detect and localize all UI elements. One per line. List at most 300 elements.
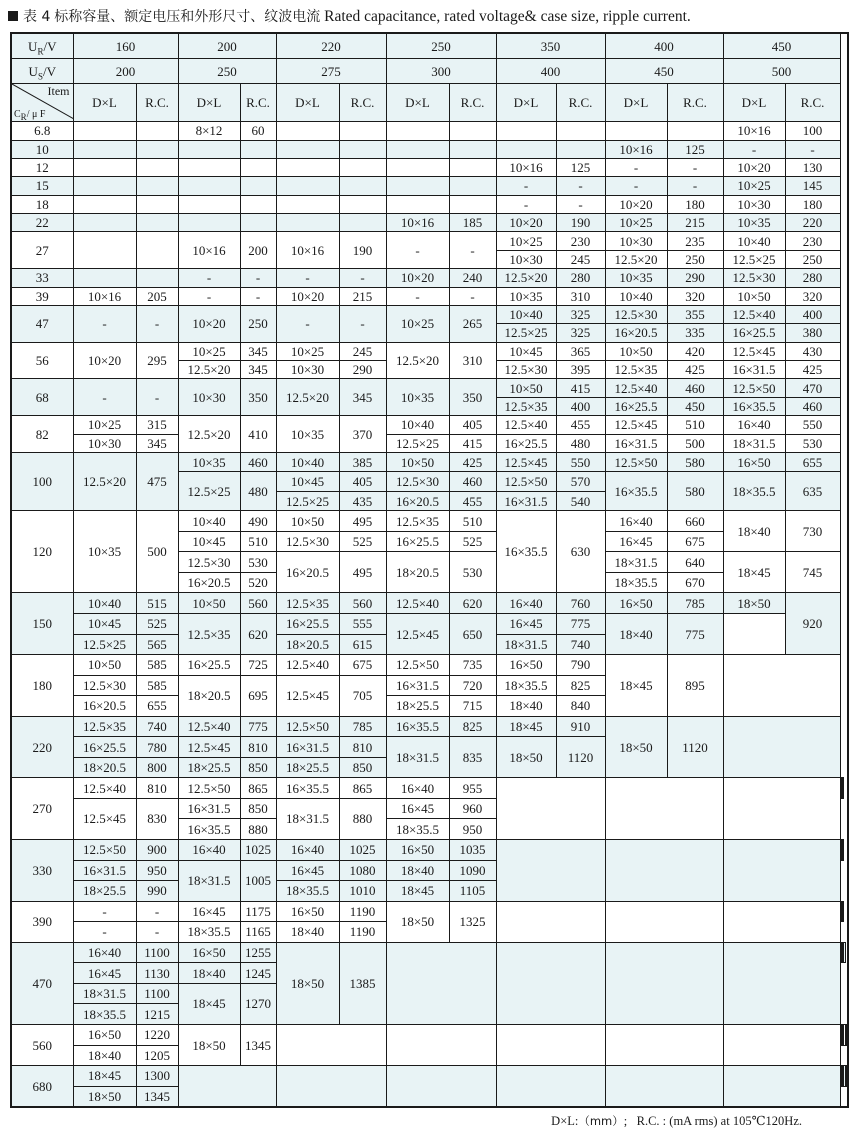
table-cell bbox=[449, 177, 496, 195]
table-cell: 10×25 bbox=[496, 232, 556, 250]
table-cell: - bbox=[136, 901, 178, 922]
caption-english: Rated capacitance, rated voltage& case size, ripple current. bbox=[324, 8, 691, 25]
table-cell: 840 bbox=[556, 696, 605, 717]
table-cell: 510 bbox=[240, 531, 276, 552]
table-cell: - bbox=[556, 177, 605, 195]
table-cell bbox=[723, 716, 840, 778]
table-cell: 10×20 bbox=[73, 342, 136, 379]
table-cell: 1035 bbox=[449, 840, 496, 861]
capacitance-cell: 39 bbox=[11, 287, 73, 305]
capacitance-cell: 12.5×20 bbox=[178, 361, 240, 379]
table-cell: 16×25.5 bbox=[276, 614, 339, 635]
dl-header: D×L bbox=[73, 84, 136, 122]
table-cell bbox=[73, 195, 136, 213]
surge-voltage: 275 bbox=[276, 59, 386, 84]
table-cell: 640 bbox=[667, 552, 723, 573]
table-cell bbox=[496, 901, 605, 942]
table-cell: 1300 bbox=[136, 1066, 178, 1087]
table-cell: 290 bbox=[339, 361, 386, 379]
table-cell: 460 bbox=[785, 397, 840, 415]
table-cell bbox=[386, 177, 449, 195]
table-cell: - bbox=[496, 195, 556, 213]
table-cell: 18×45 bbox=[605, 655, 667, 717]
table-cell bbox=[136, 214, 178, 232]
capacitance-cell: 470 bbox=[11, 942, 73, 1024]
capacitance-cell: 33 bbox=[11, 269, 73, 287]
table-cell: 405 bbox=[339, 472, 386, 491]
item-label: Item bbox=[47, 84, 70, 99]
table-cell bbox=[556, 140, 605, 158]
table-cell: 10×40 bbox=[178, 511, 240, 532]
table-cell bbox=[386, 158, 449, 176]
table-cell: 18×35.5 bbox=[723, 472, 785, 511]
table-row bbox=[11, 195, 848, 213]
table-cell: 230 bbox=[785, 232, 840, 250]
table-cell: 525 bbox=[136, 614, 178, 635]
table-cell: 18×45 bbox=[496, 716, 556, 737]
footnote: D×L:（mm）; R.C. : (mA rms) at 105℃120Hz. bbox=[551, 1114, 802, 1128]
table-cell: 480 bbox=[556, 434, 605, 452]
table-cell: 10×50 bbox=[496, 379, 556, 397]
table-cell: 400 bbox=[785, 305, 840, 323]
table-cell: 12.5×20 bbox=[496, 269, 556, 287]
table-cell: 10×40 bbox=[605, 287, 667, 305]
table-cell: 565 bbox=[136, 634, 178, 655]
table-cell: 18×31.5 bbox=[386, 737, 449, 778]
table-cell: 10×35 bbox=[386, 379, 449, 416]
table-cell: 810 bbox=[136, 778, 178, 799]
table-cell: 620 bbox=[240, 614, 276, 655]
table-row bbox=[11, 840, 848, 861]
table-cell: - bbox=[178, 269, 240, 287]
table-cell: 16×25.5 bbox=[723, 324, 785, 342]
table-cell: 16×25.5 bbox=[605, 397, 667, 415]
table-cell: 12.5×50 bbox=[276, 716, 339, 737]
table-cell: 990 bbox=[136, 881, 178, 902]
table-row bbox=[11, 614, 848, 635]
table-cell: - bbox=[667, 177, 723, 195]
table-cell: 12.5×20 bbox=[386, 342, 449, 379]
table-cell: 16×25.5 bbox=[496, 434, 556, 452]
table-cell: 10×16 bbox=[496, 158, 556, 176]
table-cell: 735 bbox=[449, 655, 496, 676]
table-cell: 18×35.5 bbox=[73, 1004, 136, 1025]
table-cell: 12.5×40 bbox=[276, 655, 339, 676]
table-cell: 18×45 bbox=[73, 1066, 136, 1087]
table-cell: 18×50 bbox=[73, 1086, 136, 1107]
capacitance-cell: 270 bbox=[11, 778, 73, 840]
table-cell: 1345 bbox=[136, 1086, 178, 1107]
table-cell: - bbox=[276, 269, 339, 287]
table-cell: 10×50 bbox=[386, 452, 449, 471]
table-cell: 10×25 bbox=[386, 305, 449, 342]
rc-header: R.C. bbox=[339, 84, 386, 122]
table-cell: 10×20 bbox=[605, 195, 667, 213]
table-cell: 12.5×45 bbox=[178, 737, 240, 758]
capacitance-cell: 12.5×30 bbox=[73, 675, 136, 696]
capacitance-cell: 68 bbox=[11, 379, 73, 416]
table-cell: 16×25.5 bbox=[178, 655, 240, 676]
table-cell: 12.5×50 bbox=[73, 840, 136, 861]
surge-voltage: 300 bbox=[386, 59, 496, 84]
table-cell: 520 bbox=[240, 572, 276, 593]
table-cell: 205 bbox=[136, 287, 178, 305]
table-cell: 18×20.5 bbox=[386, 552, 449, 593]
table-cell: 10×50 bbox=[605, 342, 667, 360]
table-cell: 10×40 bbox=[276, 452, 339, 471]
table-cell: 790 bbox=[556, 655, 605, 676]
surge-voltage: 500 bbox=[723, 59, 840, 84]
table-cell: 16×35.5 bbox=[178, 819, 240, 840]
rc-header: R.C. bbox=[136, 84, 178, 122]
table-cell: 525 bbox=[339, 531, 386, 552]
table-cell: 12.5×45 bbox=[386, 614, 449, 655]
table-cell: 10×35 bbox=[605, 269, 667, 287]
table-cell bbox=[276, 158, 339, 176]
table-cell bbox=[276, 140, 339, 158]
table-cell: 745 bbox=[785, 552, 840, 593]
table-cell: 18×35.5 bbox=[276, 881, 339, 902]
table-cell: 460 bbox=[667, 379, 723, 397]
table-cell bbox=[73, 232, 136, 269]
table-cell bbox=[276, 1024, 386, 1065]
table-cell bbox=[496, 1066, 605, 1107]
table-cell: 500 bbox=[667, 434, 723, 452]
table-cell: 10×35 bbox=[73, 511, 136, 593]
table-cell: 895 bbox=[667, 655, 723, 717]
table-cell bbox=[496, 1024, 605, 1065]
table-cell: 18×31.5 bbox=[723, 434, 785, 452]
rc-header: R.C. bbox=[785, 84, 840, 122]
table-cell bbox=[136, 158, 178, 176]
table-cell bbox=[276, 195, 339, 213]
table-cell: 245 bbox=[339, 342, 386, 360]
table-row bbox=[11, 232, 848, 250]
table-cell: 12.5×25 bbox=[73, 634, 136, 655]
table-cell: 18×25.5 bbox=[178, 757, 240, 778]
table-cell: - bbox=[449, 232, 496, 269]
table-cell: 10×20 bbox=[723, 158, 785, 176]
table-cell: 1220 bbox=[136, 1024, 178, 1045]
table-cell: 470 bbox=[785, 379, 840, 397]
table-cell: 570 bbox=[556, 472, 605, 491]
table-cell: 1215 bbox=[136, 1004, 178, 1025]
table-cell: 425 bbox=[785, 361, 840, 379]
table-cell bbox=[386, 1066, 496, 1107]
table-cell: 1165 bbox=[240, 922, 276, 943]
table-cell: 10×50 bbox=[723, 287, 785, 305]
table-cell: 130 bbox=[785, 158, 840, 176]
table-cell: 10×35 bbox=[276, 416, 339, 453]
table-cell: 12.5×35 bbox=[386, 511, 449, 532]
table-cell: 18×31.5 bbox=[496, 634, 556, 655]
table-cell: 16×20.5 bbox=[386, 491, 449, 510]
dl-header: D×L bbox=[605, 84, 667, 122]
table-cell: 420 bbox=[667, 342, 723, 360]
table-cell: 10×40 bbox=[73, 593, 136, 614]
table-cell: 675 bbox=[667, 531, 723, 552]
table-cell: 10×16 bbox=[605, 140, 667, 158]
table-cell: 810 bbox=[240, 737, 276, 758]
table-cell bbox=[496, 840, 605, 902]
table-cell: 1270 bbox=[240, 983, 276, 1024]
table-cell bbox=[386, 122, 449, 140]
table-cell: - bbox=[276, 305, 339, 342]
table-cell: 185 bbox=[449, 214, 496, 232]
table-cell: 12.5×30 bbox=[723, 269, 785, 287]
table-cell: 525 bbox=[449, 531, 496, 552]
table-cell: 240 bbox=[449, 269, 496, 287]
capacitance-cell: 47 bbox=[11, 305, 73, 342]
table-cell: 325 bbox=[556, 305, 605, 323]
table-cell: 580 bbox=[667, 472, 723, 511]
table-cell: 18×40 bbox=[178, 963, 240, 984]
dl-header: D×L bbox=[723, 84, 785, 122]
table-cell: 355 bbox=[667, 305, 723, 323]
table-cell: 1100 bbox=[136, 942, 178, 963]
table-cell: 880 bbox=[339, 798, 386, 839]
table-cell: 16×31.5 bbox=[496, 491, 556, 510]
table-cell: 960 bbox=[449, 798, 496, 819]
table-cell: 18×31.5 bbox=[605, 552, 667, 573]
table-cell: 18×40 bbox=[276, 922, 339, 943]
rated-voltage: 450 bbox=[723, 33, 840, 59]
table-cell: 12.5×50 bbox=[496, 472, 556, 491]
table-cell bbox=[605, 778, 723, 840]
table-cell: - bbox=[339, 305, 386, 342]
table-cell: - bbox=[605, 177, 667, 195]
table-cell: 850 bbox=[240, 757, 276, 778]
table-cell: 12.5×50 bbox=[386, 655, 449, 676]
table-cell bbox=[386, 1024, 496, 1065]
table-cell bbox=[386, 942, 496, 1024]
table-cell: 12.5×20 bbox=[73, 452, 136, 510]
table-cell bbox=[178, 177, 240, 195]
rc-header: R.C. bbox=[449, 84, 496, 122]
table-cell: - bbox=[73, 901, 136, 922]
column-header-row bbox=[11, 84, 848, 122]
table-cell: 12.5×40 bbox=[178, 716, 240, 737]
table-cell: 16×20.5 bbox=[605, 324, 667, 342]
table-cell: - bbox=[240, 269, 276, 287]
table-cell bbox=[276, 214, 339, 232]
table-cell: 16×40 bbox=[276, 840, 339, 861]
table-cell: 8×12 bbox=[178, 122, 240, 140]
table-cell bbox=[136, 269, 178, 287]
table-cell: 10×35 bbox=[723, 214, 785, 232]
table-cell: 18×50 bbox=[178, 1024, 240, 1065]
table-cell: 1190 bbox=[339, 901, 386, 922]
dl-header: D×L bbox=[386, 84, 449, 122]
table-cell: 12.5×35 bbox=[73, 716, 136, 737]
table-cell: 18×35.5 bbox=[605, 572, 667, 593]
table-cell: 12.5×30 bbox=[496, 361, 556, 379]
table-cell: 530 bbox=[785, 434, 840, 452]
table-cell: 18×35.5 bbox=[386, 819, 449, 840]
capacitance-cell: 10×30 bbox=[73, 434, 136, 452]
table-cell bbox=[605, 122, 667, 140]
table-cell: 1385 bbox=[339, 942, 386, 1024]
capacitance-cell: 12 bbox=[11, 158, 73, 176]
table-cell: 18×31.5 bbox=[178, 860, 240, 901]
table-cell: 785 bbox=[339, 716, 386, 737]
capacitance-cell: 680 bbox=[11, 1066, 73, 1107]
table-cell: 370 bbox=[339, 416, 386, 453]
table-cell bbox=[136, 177, 178, 195]
table-row bbox=[11, 158, 848, 176]
table-cell: 18×50 bbox=[605, 716, 667, 778]
table-cell: 670 bbox=[667, 572, 723, 593]
table-cell: 10×40 bbox=[496, 305, 556, 323]
table-cell: 1120 bbox=[667, 716, 723, 778]
table-cell bbox=[276, 177, 339, 195]
table-cell: 16×50 bbox=[73, 1024, 136, 1045]
table-cell: - bbox=[449, 287, 496, 305]
table-cell: 350 bbox=[449, 379, 496, 416]
table-cell: 100 bbox=[785, 122, 840, 140]
dl-header: D×L bbox=[496, 84, 556, 122]
capacitance-cell: 100 bbox=[11, 452, 73, 510]
table-cell: 12.5×25 bbox=[496, 324, 556, 342]
table-cell: 500 bbox=[136, 511, 178, 593]
table-cell bbox=[240, 214, 276, 232]
table-cell bbox=[723, 942, 840, 1024]
table-cell: 620 bbox=[449, 593, 496, 614]
table-cell: 1005 bbox=[240, 860, 276, 901]
table-cell: 12.5×40 bbox=[386, 593, 449, 614]
rated-voltage: 350 bbox=[496, 33, 605, 59]
table-cell: 530 bbox=[240, 552, 276, 573]
rated-voltage: 160 bbox=[73, 33, 178, 59]
capacitance-cell: 56 bbox=[11, 342, 73, 379]
table-cell: 400 bbox=[556, 397, 605, 415]
table-row bbox=[11, 655, 848, 676]
table-cell: 18×40 bbox=[496, 696, 556, 717]
table-cell: - bbox=[723, 140, 785, 158]
table-cell: 12.5×30 bbox=[386, 472, 449, 491]
table-cell: 1255 bbox=[240, 942, 276, 963]
table-cell: 16×50 bbox=[605, 593, 667, 614]
table-cell bbox=[449, 122, 496, 140]
table-cell: 16×50 bbox=[496, 655, 556, 676]
table-cell: 10×16 bbox=[178, 232, 240, 269]
table-cell: 345 bbox=[339, 379, 386, 416]
table-cell bbox=[843, 840, 844, 861]
table-cell: - bbox=[136, 379, 178, 416]
table-cell bbox=[339, 214, 386, 232]
table-cell: - bbox=[496, 177, 556, 195]
table-cell: 1090 bbox=[449, 860, 496, 881]
table-cell bbox=[386, 195, 449, 213]
table-cell bbox=[723, 655, 840, 717]
table-cell: 455 bbox=[449, 491, 496, 510]
table-cell: 12.5×25 bbox=[276, 491, 339, 510]
table-cell bbox=[73, 177, 136, 195]
table-cell bbox=[449, 140, 496, 158]
table-cell: 740 bbox=[136, 716, 178, 737]
table-cell: 18×25.5 bbox=[386, 696, 449, 717]
table-cell: 450 bbox=[667, 397, 723, 415]
table-cell: 495 bbox=[339, 511, 386, 532]
table-cell: 725 bbox=[240, 655, 276, 676]
table-cell: 1205 bbox=[136, 1045, 178, 1066]
table-cell bbox=[339, 122, 386, 140]
table-cell: 16×20.5 bbox=[73, 696, 136, 717]
table-cell: 12.5×20 bbox=[276, 379, 339, 416]
table-cell: 1130 bbox=[136, 963, 178, 984]
capacitor-spec-table bbox=[10, 32, 849, 1108]
table-cell bbox=[276, 122, 339, 140]
table-cell: 740 bbox=[556, 634, 605, 655]
table-cell: - bbox=[136, 305, 178, 342]
table-cell: 10×25 bbox=[723, 177, 785, 195]
table-cell bbox=[605, 901, 723, 942]
table-cell: 10×20 bbox=[496, 214, 556, 232]
table-cell: 1120 bbox=[556, 737, 605, 778]
table-cell: 10×50 bbox=[276, 511, 339, 532]
table-cell: 16×40 bbox=[178, 840, 240, 861]
table-cell: 215 bbox=[667, 214, 723, 232]
table-cell: 515 bbox=[136, 593, 178, 614]
capacitance-cell: 15 bbox=[11, 177, 73, 195]
table-cell: 10×30 bbox=[605, 232, 667, 250]
table-cell: 555 bbox=[339, 614, 386, 635]
table-cell: 430 bbox=[785, 342, 840, 360]
table-cell bbox=[843, 778, 844, 799]
table-cell: 18×31.5 bbox=[276, 798, 339, 839]
table-cell: 825 bbox=[449, 716, 496, 737]
table-row bbox=[11, 901, 848, 922]
table-cell bbox=[178, 140, 240, 158]
table-cell bbox=[178, 1066, 276, 1107]
table-cell: 395 bbox=[556, 361, 605, 379]
table-cell: 235 bbox=[667, 232, 723, 250]
table-cell bbox=[386, 140, 449, 158]
table-cell: 865 bbox=[240, 778, 276, 799]
table-cell: 900 bbox=[136, 840, 178, 861]
us-label: $U_S/V$ bbox=[11, 59, 73, 84]
table-cell bbox=[240, 177, 276, 195]
rated-voltage: 400 bbox=[605, 33, 723, 59]
table-cell: 16×45 bbox=[73, 963, 136, 984]
table-cell: 10×25 bbox=[605, 214, 667, 232]
table-row bbox=[11, 342, 848, 360]
table-cell: 655 bbox=[785, 452, 840, 471]
table-cell: 16×45 bbox=[276, 860, 339, 881]
table-cell: 530 bbox=[449, 552, 496, 593]
table-cell: 510 bbox=[449, 511, 496, 532]
table-cell: 16×35.5 bbox=[496, 511, 556, 593]
table-cell: 16×40 bbox=[496, 593, 556, 614]
table-cell: 10×45 bbox=[276, 472, 339, 491]
table-cell: 60 bbox=[240, 122, 276, 140]
table-cell: 1025 bbox=[339, 840, 386, 861]
table-cell: 12.5×25 bbox=[723, 250, 785, 268]
table-cell: 325 bbox=[556, 324, 605, 342]
table-number: 表 4 bbox=[23, 9, 51, 25]
rated-voltage: 250 bbox=[386, 33, 496, 59]
table-cell: 560 bbox=[240, 593, 276, 614]
table-cell bbox=[339, 158, 386, 176]
table-cell: 345 bbox=[240, 361, 276, 379]
table-cell: 12.5×25 bbox=[386, 434, 449, 452]
table-cell: 1190 bbox=[339, 922, 386, 943]
table-cell: 775 bbox=[667, 614, 723, 655]
table-cell: 315 bbox=[136, 416, 178, 434]
table-cell: 265 bbox=[449, 305, 496, 342]
table-cell: 10×30 bbox=[276, 361, 339, 379]
table-cell: 720 bbox=[449, 675, 496, 696]
